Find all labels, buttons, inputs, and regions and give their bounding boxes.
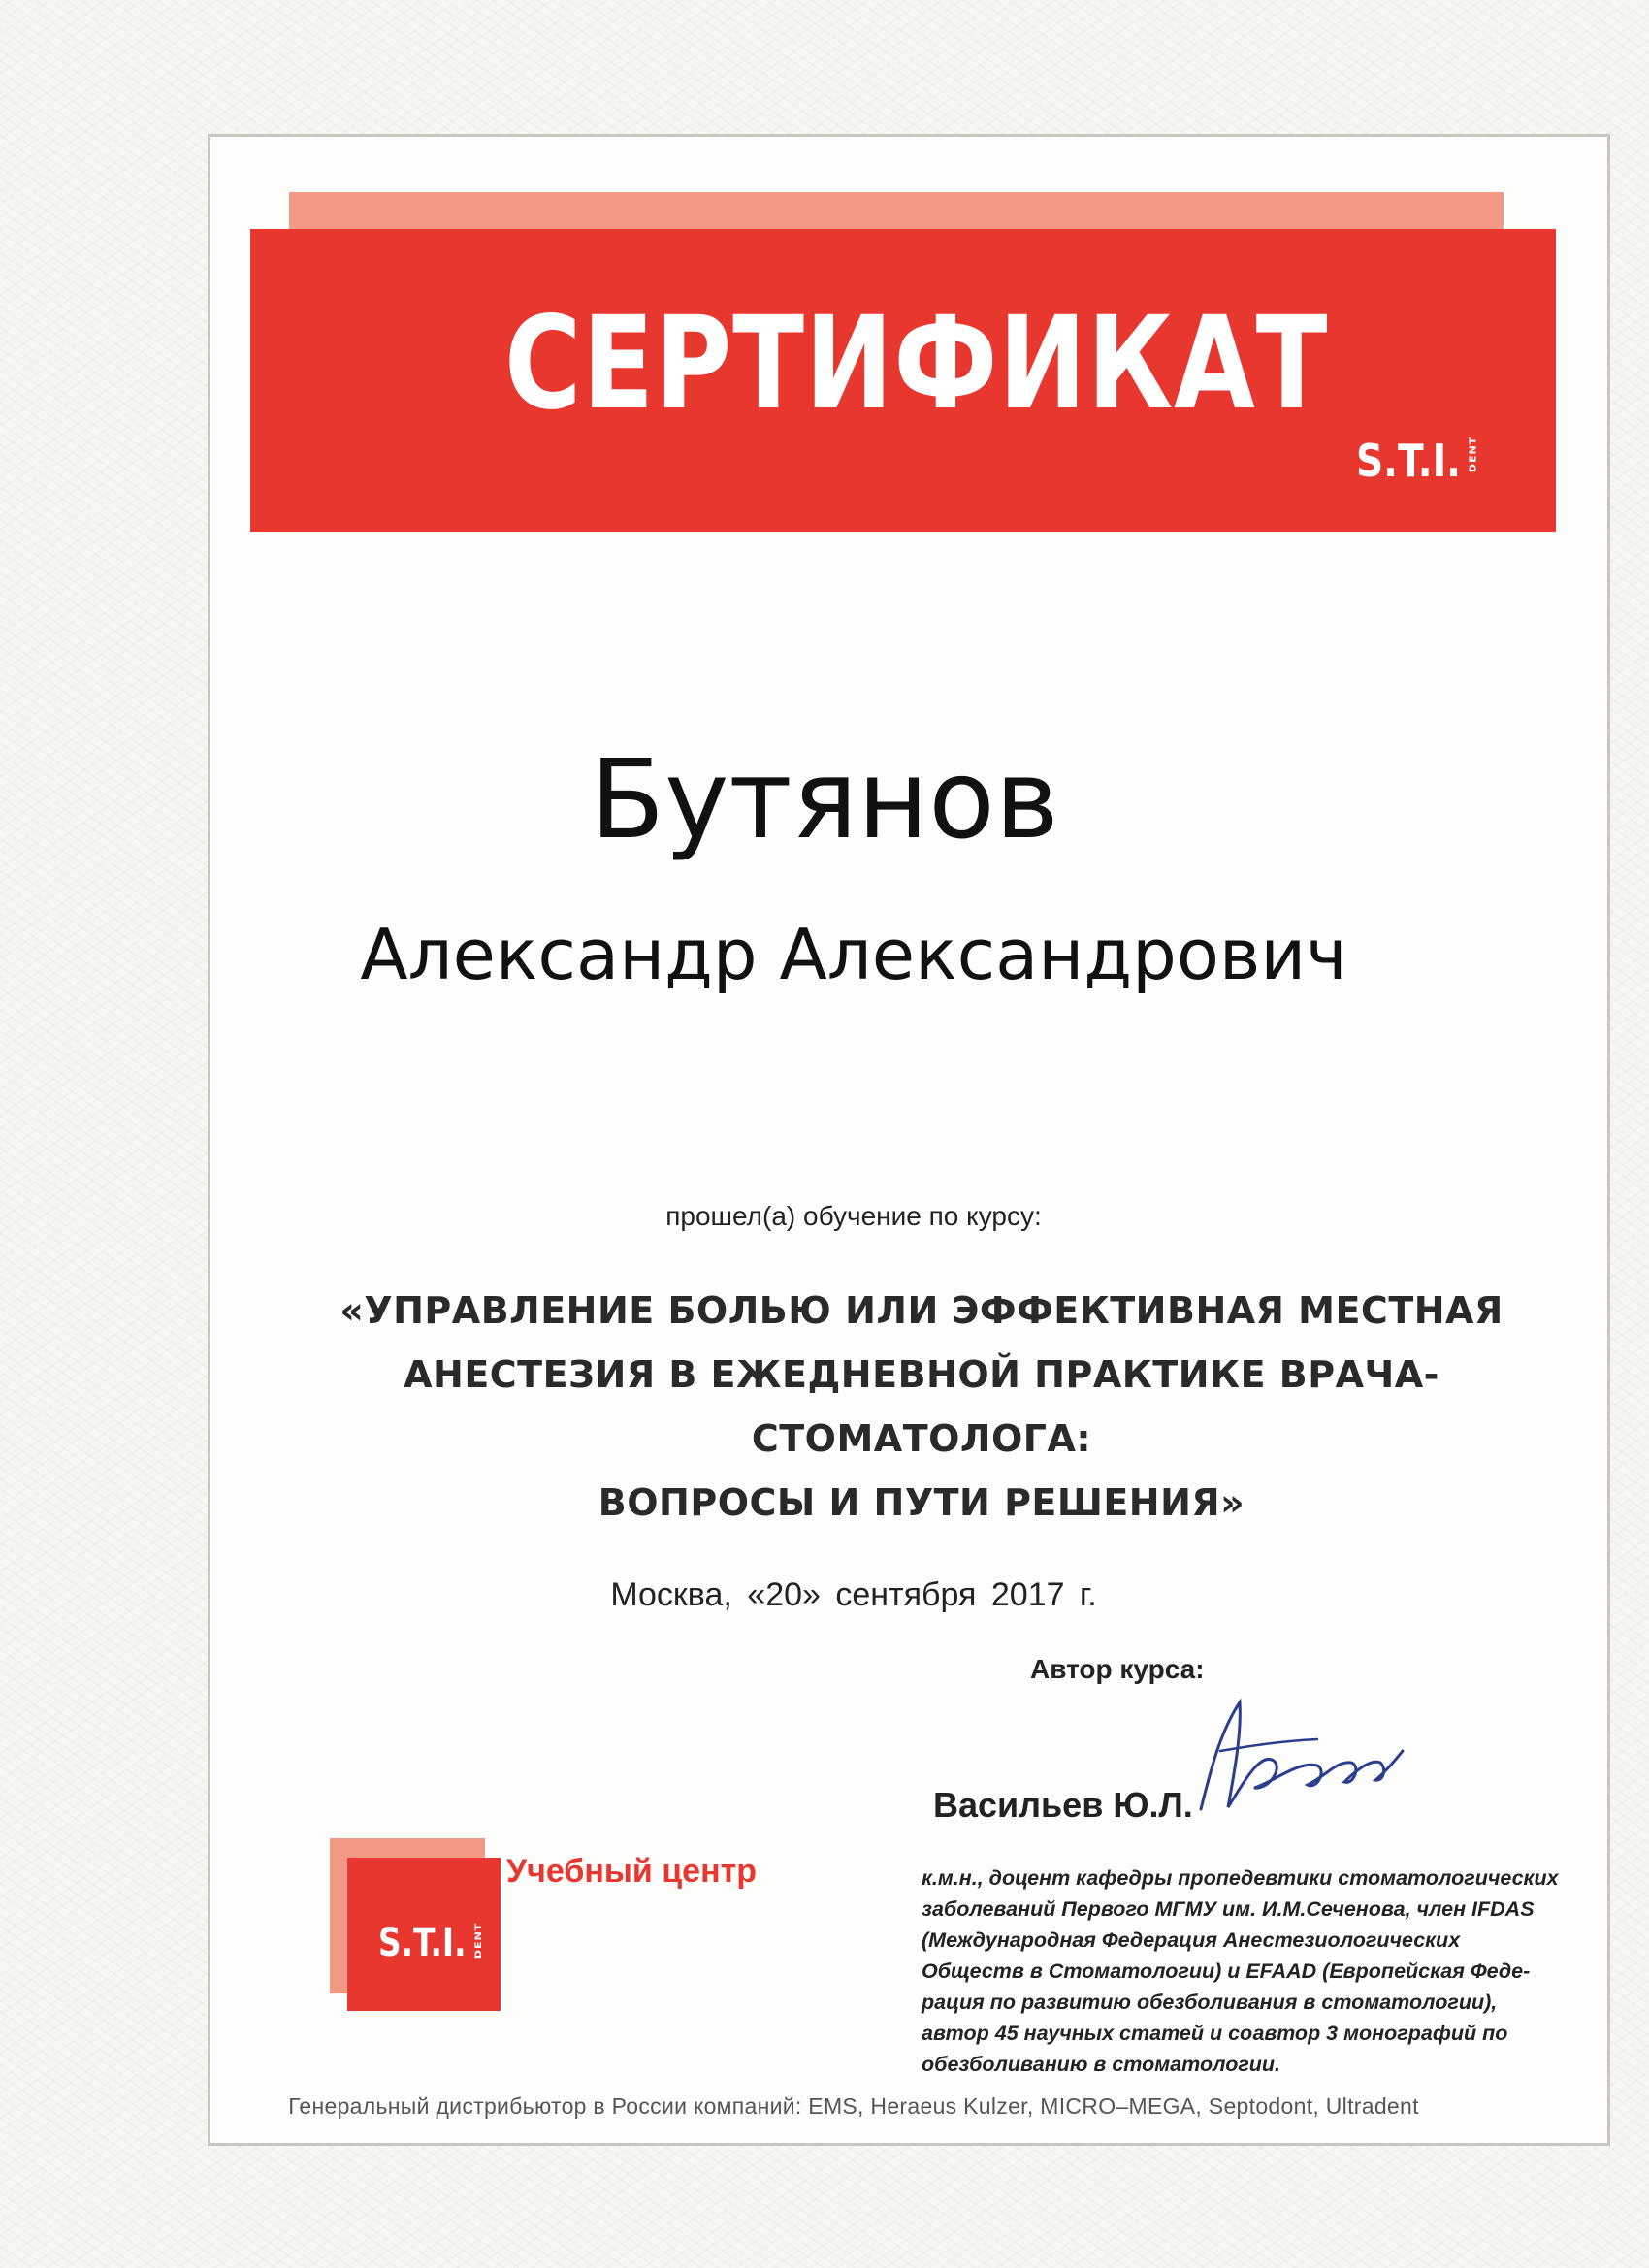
- author-signature: [1181, 1693, 1405, 1829]
- training-center-label: Учебный центр: [506, 1853, 758, 1890]
- training-center-logo-text: [378, 1921, 493, 1965]
- author-bio-line: рация по развитию обезболивания в стоматологии),: [922, 1991, 1498, 2014]
- course-title: [291, 1279, 1552, 1535]
- issue-date: Москва, «20» сентября 2017 г.: [610, 1576, 1097, 1613]
- tc-logo-main-text: S.T.I.: [378, 1921, 467, 1965]
- author-bio-line: (Международная Федерация Анестезиологических: [922, 1928, 1461, 1952]
- logo-small-text: DENT: [1467, 436, 1479, 473]
- author-name: Васильев Ю.Л.: [933, 1785, 1193, 1825]
- author-label: Автор курса:: [1030, 1654, 1205, 1684]
- author-bio-line: к.м.н., доцент кафедры пропедевтики стоматологических: [922, 1866, 1559, 1890]
- author-bio-line: Обществ в Стоматологии) и EFAAD (Европейская Феде-: [922, 1960, 1531, 1983]
- course-title-line: АНЕСТЕЗИЯ В ЕЖЕДНЕВНОЙ ПРАКТИКЕ ВРАЧА-СТОМАТОЛОГА:: [404, 1353, 1439, 1460]
- course-intro: прошел(а) обучение по курсу:: [665, 1201, 1042, 1231]
- logo-main-text: S.T.I.: [1356, 435, 1462, 487]
- distributors-footer: Генеральный дистрибьютор в России компаний: EMS, Heraeus Kulzer, MICRO–MEGA, Septodont, Ultradent: [288, 2093, 1419, 2119]
- author-bio: [922, 1863, 1600, 2080]
- tc-logo-small-text: DENT: [472, 1922, 483, 1960]
- course-title-line: ВОПРОСЫ И ПУТИ РЕШЕНИЯ»: [598, 1481, 1245, 1524]
- recipient-surname: Бутянов: [590, 737, 1059, 863]
- course-title-line: «УПРАВЛЕНИЕ БОЛЬЮ ИЛИ ЭФФЕКТИВНАЯ МЕСТНАЯ: [340, 1289, 1504, 1332]
- author-bio-line: заболеваний Первого МГМУ им. И.М.Сеченова, член IFDAS: [922, 1897, 1535, 1921]
- certificate-title: СЕРТИФИКАТ: [504, 289, 1329, 438]
- author-bio-line: обезболиванию в стоматологии.: [922, 2053, 1281, 2076]
- author-bio-line: автор 45 научных статей и соавтор 3 монографий по: [922, 2022, 1508, 2045]
- sti-dent-logo: [1356, 435, 1488, 487]
- recipient-given-names: Александр Александрович: [360, 914, 1347, 995]
